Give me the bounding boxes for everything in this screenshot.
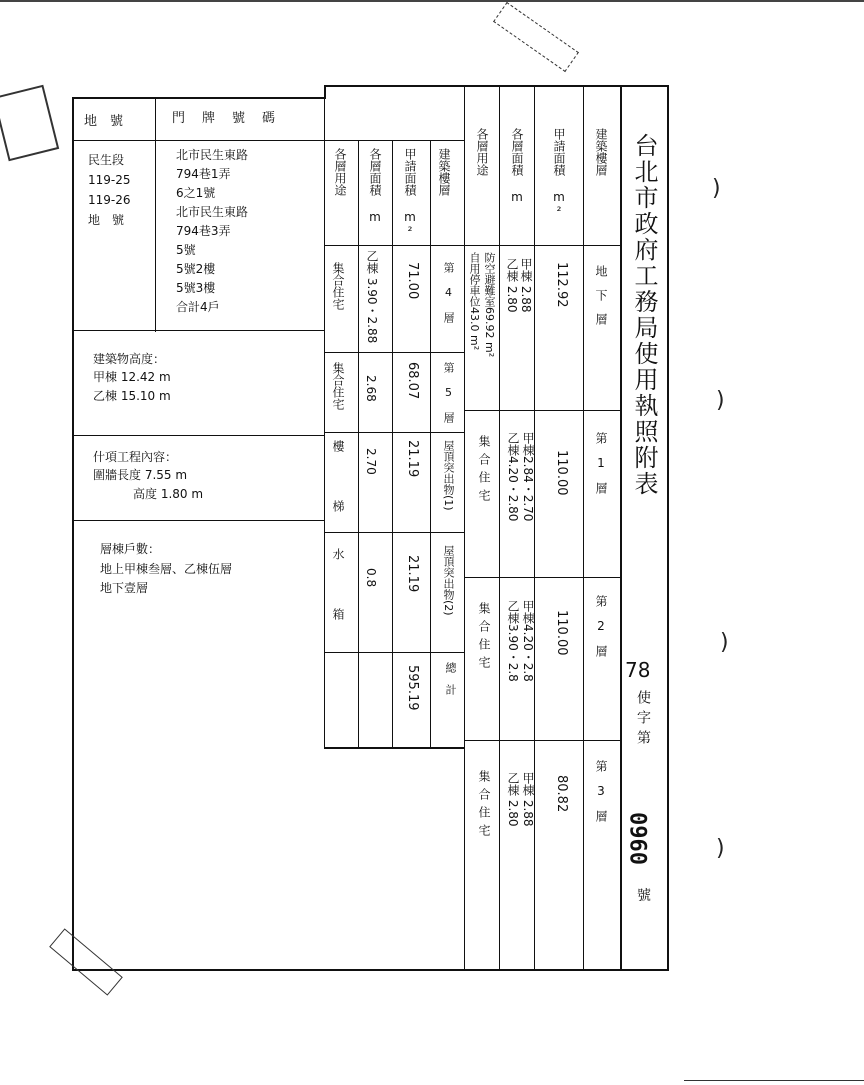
scan-edge-top: [0, 0, 864, 2]
lot-header: 地 號: [84, 114, 124, 129]
height-list: [93, 368, 171, 406]
floors-list: [100, 560, 232, 598]
mid-floor-total: 總 計: [444, 662, 457, 695]
stamp-seal-bottom-left: [49, 928, 123, 995]
misc-line-2: 高度 1.80 m: [133, 487, 204, 501]
mid-floor-5: 第 5 層: [442, 362, 455, 423]
door-line: 北市民生東路: [176, 148, 249, 162]
mid-hline-3: [324, 432, 464, 433]
mid-usage-5: 集合住宅: [331, 362, 345, 410]
right-area-2: 110.00: [554, 610, 569, 656]
mid-hline-5: [324, 652, 464, 653]
license-volume: 78: [625, 658, 651, 682]
door-line: 合計4戶: [176, 300, 220, 314]
page-title: 台北市政府工務局使用執照附表: [630, 133, 658, 497]
left-col-divider: [155, 97, 156, 332]
floors-label: 層棟戶數：: [100, 542, 161, 556]
right-hline-3: [464, 577, 620, 578]
right-height-1-a: 甲棟2.84・2.70: [521, 432, 535, 522]
right-height-3-a: 甲棟 2.88: [521, 772, 535, 827]
right-floor-basement: 地 下 層: [594, 265, 608, 325]
mid-floor-roof1: 屋頂突出物(1): [442, 440, 455, 511]
lot-number-list: [88, 150, 131, 230]
mid-area-total: 595.19: [405, 665, 420, 711]
punch-hole-2: ): [716, 388, 725, 413]
right-usage-basement-a: 防空避難室69.92 m²: [483, 252, 496, 358]
right-vline-2: [534, 85, 535, 970]
right-grid-left: [464, 85, 465, 970]
mid-area-roof2: 21.19: [405, 555, 420, 593]
misc-line-1: 圍牆長度 7.55 m: [93, 468, 188, 482]
license-suffix: 號: [637, 888, 651, 904]
door-line: 5號3樓: [176, 281, 216, 295]
right-height-3-b: 乙棟 2.80: [506, 772, 520, 827]
right-height-basement-b: 乙棟 2.80: [505, 258, 519, 313]
left-rule-2: [72, 435, 324, 436]
left-rule-1: [72, 330, 324, 331]
lot-line: 119-25: [88, 173, 131, 187]
mid-height-4: 乙棟 3.90・2.88: [365, 250, 379, 344]
door-line: 5號2樓: [176, 262, 216, 276]
stamp-seal-top-left: [0, 85, 59, 162]
right-header-height: 各層面積 m: [510, 128, 524, 204]
height-label: 建築物高度：: [93, 352, 166, 366]
mid-header-usage: 各層用途: [333, 148, 347, 196]
door-line: 5號: [176, 243, 196, 257]
door-line: 6之1號: [176, 186, 216, 200]
right-header-area: 甲請面積 m²: [552, 128, 566, 218]
right-hline-1: [464, 245, 620, 246]
mid-area-roof1: 21.19: [405, 440, 420, 478]
mid-floor-roof2: 屋頂突出物(2): [442, 545, 455, 616]
door-header: 門 牌 號 碼: [172, 111, 278, 126]
mid-height-roof2: 0.8: [364, 568, 378, 588]
misc-label: 什項工程內容：: [93, 450, 178, 464]
right-area-basement: 112.92: [554, 262, 569, 308]
mid-vline-2: [392, 140, 393, 747]
door-line: 794巷3弄: [176, 224, 231, 238]
lot-line: 119-26: [88, 193, 131, 207]
mid-header-height: 各層面積 m: [368, 148, 382, 224]
lot-line: 民生段: [88, 153, 125, 167]
license-label: 使字第: [635, 690, 651, 750]
punch-hole-1: ): [712, 176, 721, 201]
mid-usage-roof2: 水 箱: [331, 548, 345, 638]
right-height-basement-a: 甲棟 2.88: [519, 258, 533, 313]
right-usage-1: 集合住宅: [477, 435, 491, 507]
right-height-1-b: 乙棟4.20・2.80: [506, 432, 520, 522]
mid-grid-left: [324, 85, 325, 747]
floors-line: 地上甲棟叁層、乙棟伍層: [100, 562, 233, 576]
right-header-floor: 建築樓層: [594, 128, 608, 176]
punch-hole-4: ): [716, 836, 725, 861]
mid-vline-1: [358, 140, 359, 747]
frame-left: [72, 97, 74, 970]
mid-usage-4: 集合住宅: [331, 262, 345, 310]
height-line: 甲棟 12.42 m: [93, 370, 171, 384]
mid-height-5: 2.68: [364, 375, 378, 402]
door-number-list: [176, 146, 248, 317]
mid-height-roof1: 2.70: [364, 448, 378, 475]
mid-hline-4: [324, 532, 464, 533]
right-height-2-b: 乙棟3.90・2.8: [506, 600, 520, 682]
right-height-2-a: 甲棟4.20・2.8: [521, 600, 535, 682]
frame-top-right: [324, 85, 668, 87]
right-area-1: 110.00: [554, 450, 569, 496]
mid-header-floor: 建築樓層: [437, 148, 451, 196]
door-line: 794巷1弄: [176, 167, 231, 181]
right-vline-1: [499, 85, 500, 970]
mid-grid-bottom: [324, 747, 464, 749]
right-header-usage: 各層用途: [475, 128, 489, 176]
frame-top-left: [72, 97, 324, 99]
door-line: 北市民生東路: [176, 205, 249, 219]
mid-floor-4: 第 4 層: [442, 262, 455, 323]
mid-vline-3: [430, 140, 431, 747]
mid-header-area: 甲請面積 m²: [403, 148, 417, 238]
punch-hole-3: ): [720, 630, 729, 655]
right-vline-3: [583, 85, 584, 970]
right-area-3: 80.82: [554, 775, 569, 813]
right-floor-1: 第 1 層: [594, 432, 608, 494]
lot-line: 地 號: [88, 213, 125, 227]
frame-bottom: [72, 969, 669, 971]
scan-edge-bottom: [684, 1080, 864, 1081]
mid-area-4: 71.00: [405, 262, 420, 300]
stamp-seal-top-right: [493, 2, 579, 72]
right-usage-basement-b: 自用停車位43.0 m²: [468, 252, 481, 351]
license-number: 0960: [628, 812, 653, 865]
right-hline-4: [464, 740, 620, 741]
floors-line: 地下壹層: [100, 581, 149, 595]
right-hline-2: [464, 410, 620, 411]
mid-hline-2: [324, 352, 464, 353]
height-line: 乙棟 15.10 m: [93, 389, 171, 403]
left-header-rule: [72, 140, 324, 141]
mid-area-5: 68.07: [405, 362, 420, 400]
right-floor-3: 第 3 層: [594, 760, 608, 822]
mid-hline-1: [324, 245, 464, 246]
right-floor-2: 第 2 層: [594, 595, 608, 657]
left-rule-3: [72, 520, 324, 521]
mid-top: [324, 140, 464, 141]
right-usage-3: 集合住宅: [477, 770, 491, 842]
mid-usage-roof1: 樓 梯: [331, 440, 345, 530]
right-usage-2: 集合住宅: [477, 602, 491, 674]
